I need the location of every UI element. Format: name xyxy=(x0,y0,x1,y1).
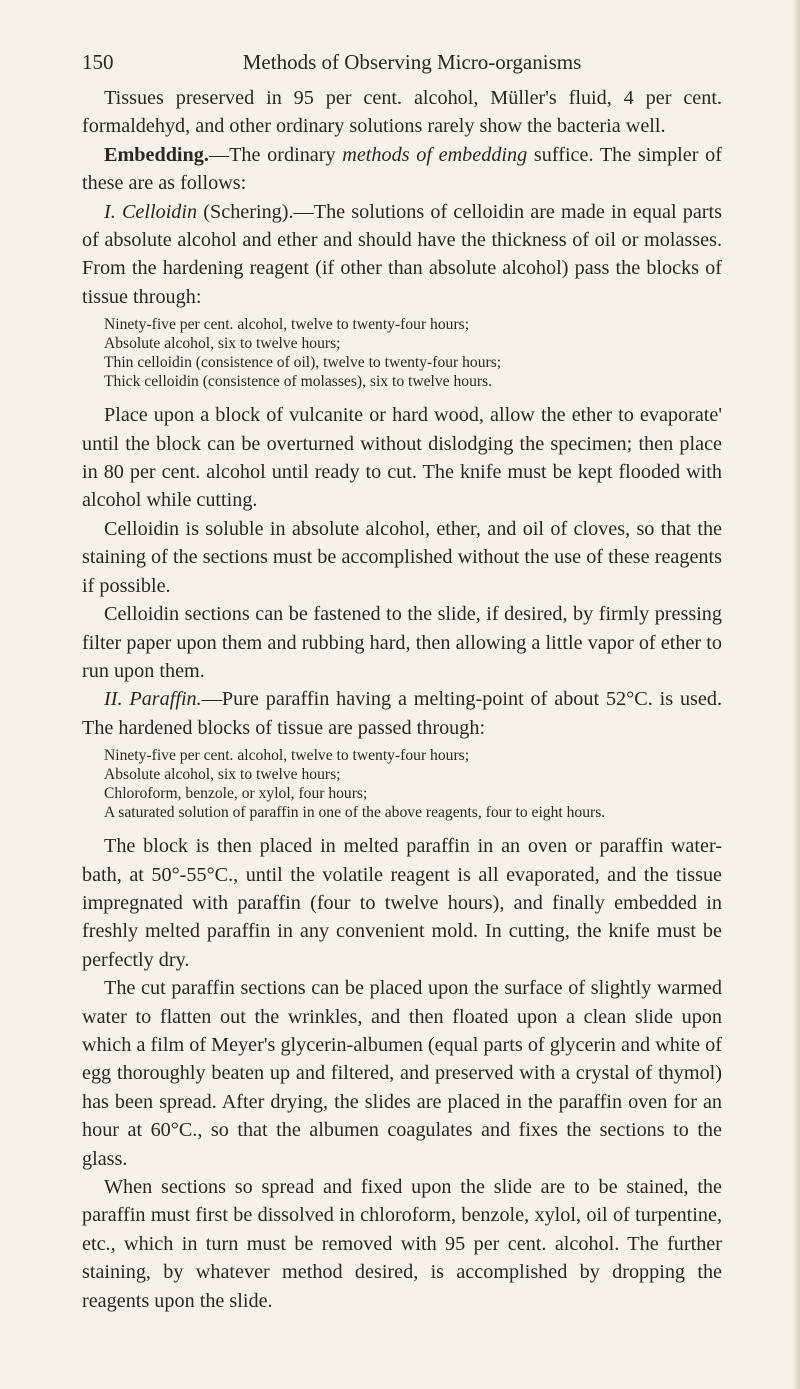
list-item: Absolute alcohol, six to twelve hours; xyxy=(104,335,341,353)
list-item: Chloroform, benzole, or xylol, four hours; xyxy=(104,785,368,803)
embedding-paragraph xyxy=(82,141,722,198)
paraffin-para-2: The cut paraffin sections can be placed upon the surface of slightly warmed water to flatten out the wrinkles, and then floated upon a clean slide upon which a film of Meyer's glycerin-albumen (equal parts of glycerin and white of egg thoroughly beaten up and filtered, and preserved with a crystal of thymol) has been spread. After drying, the slides are placed in the paraffin oven for an hour at 60°C., so that the albumen coagulates and fixes the sections to the glass. xyxy=(82,977,722,1170)
list-item: Thick celloidin (consistence of molasses), six to twelve hours. xyxy=(104,373,493,391)
book-page xyxy=(82,50,722,1315)
celloidin-paragraph xyxy=(82,198,722,312)
paraffin-paragraph xyxy=(82,685,722,742)
intro-paragraph: Tissues preserved in 95 per cent. alcohol, Müller's fluid, 4 per cent. formaldehyd, and other ordinary solutions rarely show the bacteria well. xyxy=(82,87,722,138)
celloidin-heading: I. Celloidin xyxy=(104,200,198,223)
list-item: Thin celloidin (consistence of oil), twelve to twenty-four hours; xyxy=(104,354,502,372)
page-edge-shadow xyxy=(792,0,800,1389)
list-item: A saturated solution of paraffin in one of the above reagents, four to eight hours. xyxy=(104,804,606,822)
paraffin-para-1: The block is then placed in melted paraffin in an oven or paraffin water-bath, at 50°-55°C., until the volatile reagent is all evaporated, and the tissue impregnated with paraffin (four to twelve hours), and finally embedded in freshly melted paraffin in any convenient mold. In cutting, the knife must be perfectly dry. xyxy=(82,835,722,971)
list-item: Ninety-five per cent. alcohol, twelve to twenty-four hours; xyxy=(104,316,470,334)
celloidin-text: (Schering).—The solutions of celloidin are made in equal parts of absolute alcohol and ether and should have the thickness of oil or molasses. From the hardening reagent (if other than absolute alcohol) pass the blocks of tissue through: xyxy=(82,200,722,308)
list-item: Ninety-five per cent. alcohol, twelve to twenty-four hours; xyxy=(104,747,470,765)
celloidin-steps xyxy=(104,315,722,391)
embedding-dash: —The ordinary xyxy=(208,143,343,166)
embedding-emphasis: methods of embedding xyxy=(342,143,528,166)
page-number: 150 xyxy=(82,50,114,74)
running-title: Methods of Observing Micro-organisms xyxy=(242,50,582,74)
embedding-heading: Embedding. xyxy=(104,143,209,166)
embedding-rest: suffice. The simpler of these are as follows: xyxy=(82,143,722,195)
celloidin-para-3: Celloidin sections can be fastened to the slide, if desired, by firmly pressing filter paper upon them and rubbing hard, then allowing a little vapor of ether to run upon them. xyxy=(82,603,722,682)
paraffin-heading: II. Paraffin. xyxy=(104,688,202,711)
celloidin-para-1: Place upon a block of vulcanite or hard wood, allow the ether to evaporate' until the block can be overturned without dislodging the specimen; then place in 80 per cent. alcohol until ready to cut. The knife must be kept flooded with alcohol while cutting. xyxy=(82,404,722,512)
paraffin-steps xyxy=(104,746,722,822)
paraffin-text: —Pure paraffin having a melting-point of about 52°C. is used. The hardened blocks of tissue are passed through: xyxy=(82,688,722,739)
running-header xyxy=(82,50,722,84)
paraffin-para-3: When sections so spread and fixed upon the slide are to be stained, the paraffin must first be dissolved in chloroform, benzole, xylol, oil of turpentine, etc., which in turn must be removed with 95 per cent. alcohol. The further staining, by whatever method desired, is accomplished by dropping the reagents upon the slide. xyxy=(82,1176,722,1312)
list-item: Absolute alcohol, six to twelve hours; xyxy=(104,766,341,784)
celloidin-para-2: Celloidin is soluble in absolute alcohol, ether, and oil of cloves, so that the staining of the sections must be accomplished without the use of these reagents if possible. xyxy=(82,517,722,597)
